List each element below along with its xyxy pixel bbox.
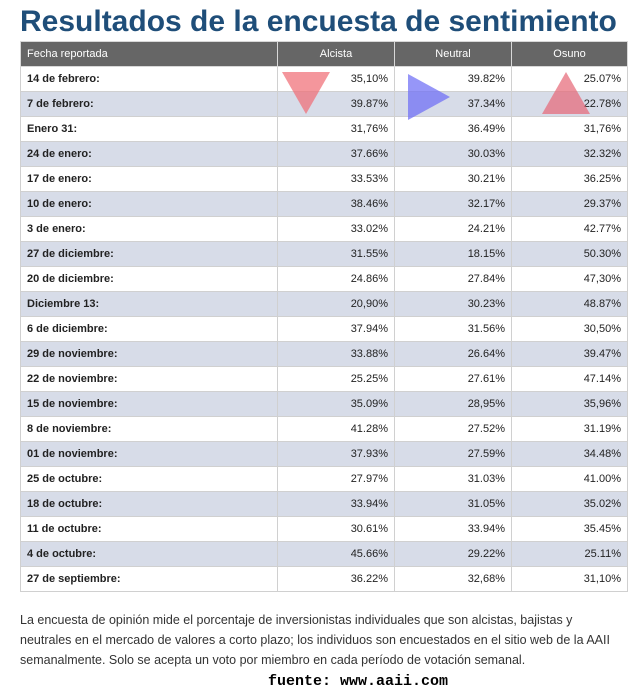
table-header-row [21, 42, 628, 67]
table-row [21, 467, 628, 492]
neutral-right-triangle-icon [408, 74, 450, 120]
cell-bullish: 33.94% [278, 492, 395, 517]
cell-neutral: 27.52% [395, 417, 512, 442]
cell-neutral: 39.82% [395, 67, 512, 92]
cell-date: 7 de febrero: [21, 92, 278, 117]
cell-bearish: 35.45% [512, 517, 628, 542]
column-header-bullish: Alcista [278, 42, 395, 67]
cell-bullish: 20,90% [278, 292, 395, 317]
page-title: Resultados de la encuesta de sentimiento [20, 5, 617, 38]
cell-date: 15 de noviembre: [21, 392, 278, 417]
table-row [21, 217, 628, 242]
table-row [21, 142, 628, 167]
cell-bullish: 30.61% [278, 517, 395, 542]
cell-bullish: 37.94% [278, 317, 395, 342]
cell-bullish: 24.86% [278, 267, 395, 292]
cell-neutral: 27.84% [395, 267, 512, 292]
cell-date: 25 de octubre: [21, 467, 278, 492]
cell-bullish: 37.93% [278, 442, 395, 467]
table-row [21, 317, 628, 342]
table-row [21, 242, 628, 267]
source-credit: fuente: www.aaii.com [268, 673, 449, 690]
cell-bearish: 39.47% [512, 342, 628, 367]
cell-neutral: 30.03% [395, 142, 512, 167]
cell-neutral: 32,68% [395, 567, 512, 592]
cell-neutral: 26.64% [395, 342, 512, 367]
cell-bullish: 39.87% [278, 92, 395, 117]
cell-bearish: 32.32% [512, 142, 628, 167]
cell-neutral: 27.61% [395, 367, 512, 392]
cell-bullish: 31.55% [278, 242, 395, 267]
cell-bullish: 41.28% [278, 417, 395, 442]
table-row [21, 392, 628, 417]
cell-bearish: 34.48% [512, 442, 628, 467]
cell-neutral: 31.56% [395, 317, 512, 342]
cell-date: 10 de enero: [21, 192, 278, 217]
cell-neutral: 18.15% [395, 242, 512, 267]
cell-neutral: 36.49% [395, 117, 512, 142]
cell-bearish: 47,30% [512, 267, 628, 292]
cell-neutral: 37.34% [395, 92, 512, 117]
cell-neutral: 27.59% [395, 442, 512, 467]
cell-bearish: 36.25% [512, 167, 628, 192]
sentiment-table [20, 41, 628, 592]
cell-neutral: 24.21% [395, 217, 512, 242]
cell-bullish: 33.02% [278, 217, 395, 242]
table-row [21, 517, 628, 542]
table-body [21, 67, 628, 592]
cell-date: 3 de enero: [21, 217, 278, 242]
table-row [21, 267, 628, 292]
cell-neutral: 32.17% [395, 192, 512, 217]
cell-date: 27 de septiembre: [21, 567, 278, 592]
column-header-neutral: Neutral [395, 42, 512, 67]
table-row [21, 542, 628, 567]
cell-bearish: 29.37% [512, 192, 628, 217]
cell-bullish: 38.46% [278, 192, 395, 217]
cell-date: 11 de octubre: [21, 517, 278, 542]
cell-bullish: 27.97% [278, 467, 395, 492]
cell-bearish: 35.02% [512, 492, 628, 517]
cell-neutral: 28,95% [395, 392, 512, 417]
cell-bullish: 25.25% [278, 367, 395, 392]
cell-date: Enero 31: [21, 117, 278, 142]
cell-date: 20 de diciembre: [21, 267, 278, 292]
column-header-date: Fecha reportada [21, 42, 278, 67]
bullish-down-triangle-icon [282, 72, 330, 114]
cell-date: 29 de noviembre: [21, 342, 278, 367]
cell-bearish: 48.87% [512, 292, 628, 317]
cell-date: 14 de febrero: [21, 67, 278, 92]
table-row [21, 167, 628, 192]
cell-bearish: 42.77% [512, 217, 628, 242]
cell-bearish: 35,96% [512, 392, 628, 417]
cell-neutral: 31.05% [395, 492, 512, 517]
cell-neutral: 33.94% [395, 517, 512, 542]
cell-bearish: 31.19% [512, 417, 628, 442]
cell-bearish: 50.30% [512, 242, 628, 267]
cell-bearish: 31,10% [512, 567, 628, 592]
cell-neutral: 29.22% [395, 542, 512, 567]
cell-bearish: 25.07% [512, 67, 628, 92]
cell-date: 18 de octubre: [21, 492, 278, 517]
table-row [21, 117, 628, 142]
cell-bearish: 25.11% [512, 542, 628, 567]
bearish-up-triangle-icon [542, 72, 590, 114]
cell-bullish: 36.22% [278, 567, 395, 592]
cell-date: 27 de diciembre: [21, 242, 278, 267]
cell-bullish: 35,10% [278, 67, 395, 92]
cell-bullish: 35.09% [278, 392, 395, 417]
cell-date: 01 de noviembre: [21, 442, 278, 467]
cell-bearish: 41.00% [512, 467, 628, 492]
cell-bullish: 33.53% [278, 167, 395, 192]
cell-neutral: 30.21% [395, 167, 512, 192]
survey-description: La encuesta de opinión mide el porcentaje de inversionistas individuales que son alcistas, bajistas y neutrales en el mercado de valores a corto plazo; los individuos son encuestados en el sitio web de la AAII semanalmente. Solo se acepta un voto por miembro en cada período de votación semanal. [20, 613, 610, 667]
cell-neutral: 30.23% [395, 292, 512, 317]
table-row [21, 367, 628, 392]
cell-neutral: 31.03% [395, 467, 512, 492]
cell-date: 4 de octubre: [21, 542, 278, 567]
cell-bullish: 37.66% [278, 142, 395, 167]
table-row [21, 417, 628, 442]
cell-bullish: 45.66% [278, 542, 395, 567]
column-header-bearish: Osuno [512, 42, 628, 67]
table-row [21, 442, 628, 467]
cell-date: 6 de diciembre: [21, 317, 278, 342]
cell-date: 24 de enero: [21, 142, 278, 167]
cell-bearish: 30,50% [512, 317, 628, 342]
table-row [21, 342, 628, 367]
table-row [21, 192, 628, 217]
cell-bullish: 31,76% [278, 117, 395, 142]
table-row [21, 292, 628, 317]
table-row [21, 492, 628, 517]
cell-bearish: 22.78% [512, 92, 628, 117]
cell-date: 8 de noviembre: [21, 417, 278, 442]
cell-bearish: 31,76% [512, 117, 628, 142]
cell-date: 22 de noviembre: [21, 367, 278, 392]
cell-date: 17 de enero: [21, 167, 278, 192]
cell-bullish: 33.88% [278, 342, 395, 367]
table-row [21, 567, 628, 592]
cell-date: Diciembre 13: [21, 292, 278, 317]
cell-bearish: 47.14% [512, 367, 628, 392]
